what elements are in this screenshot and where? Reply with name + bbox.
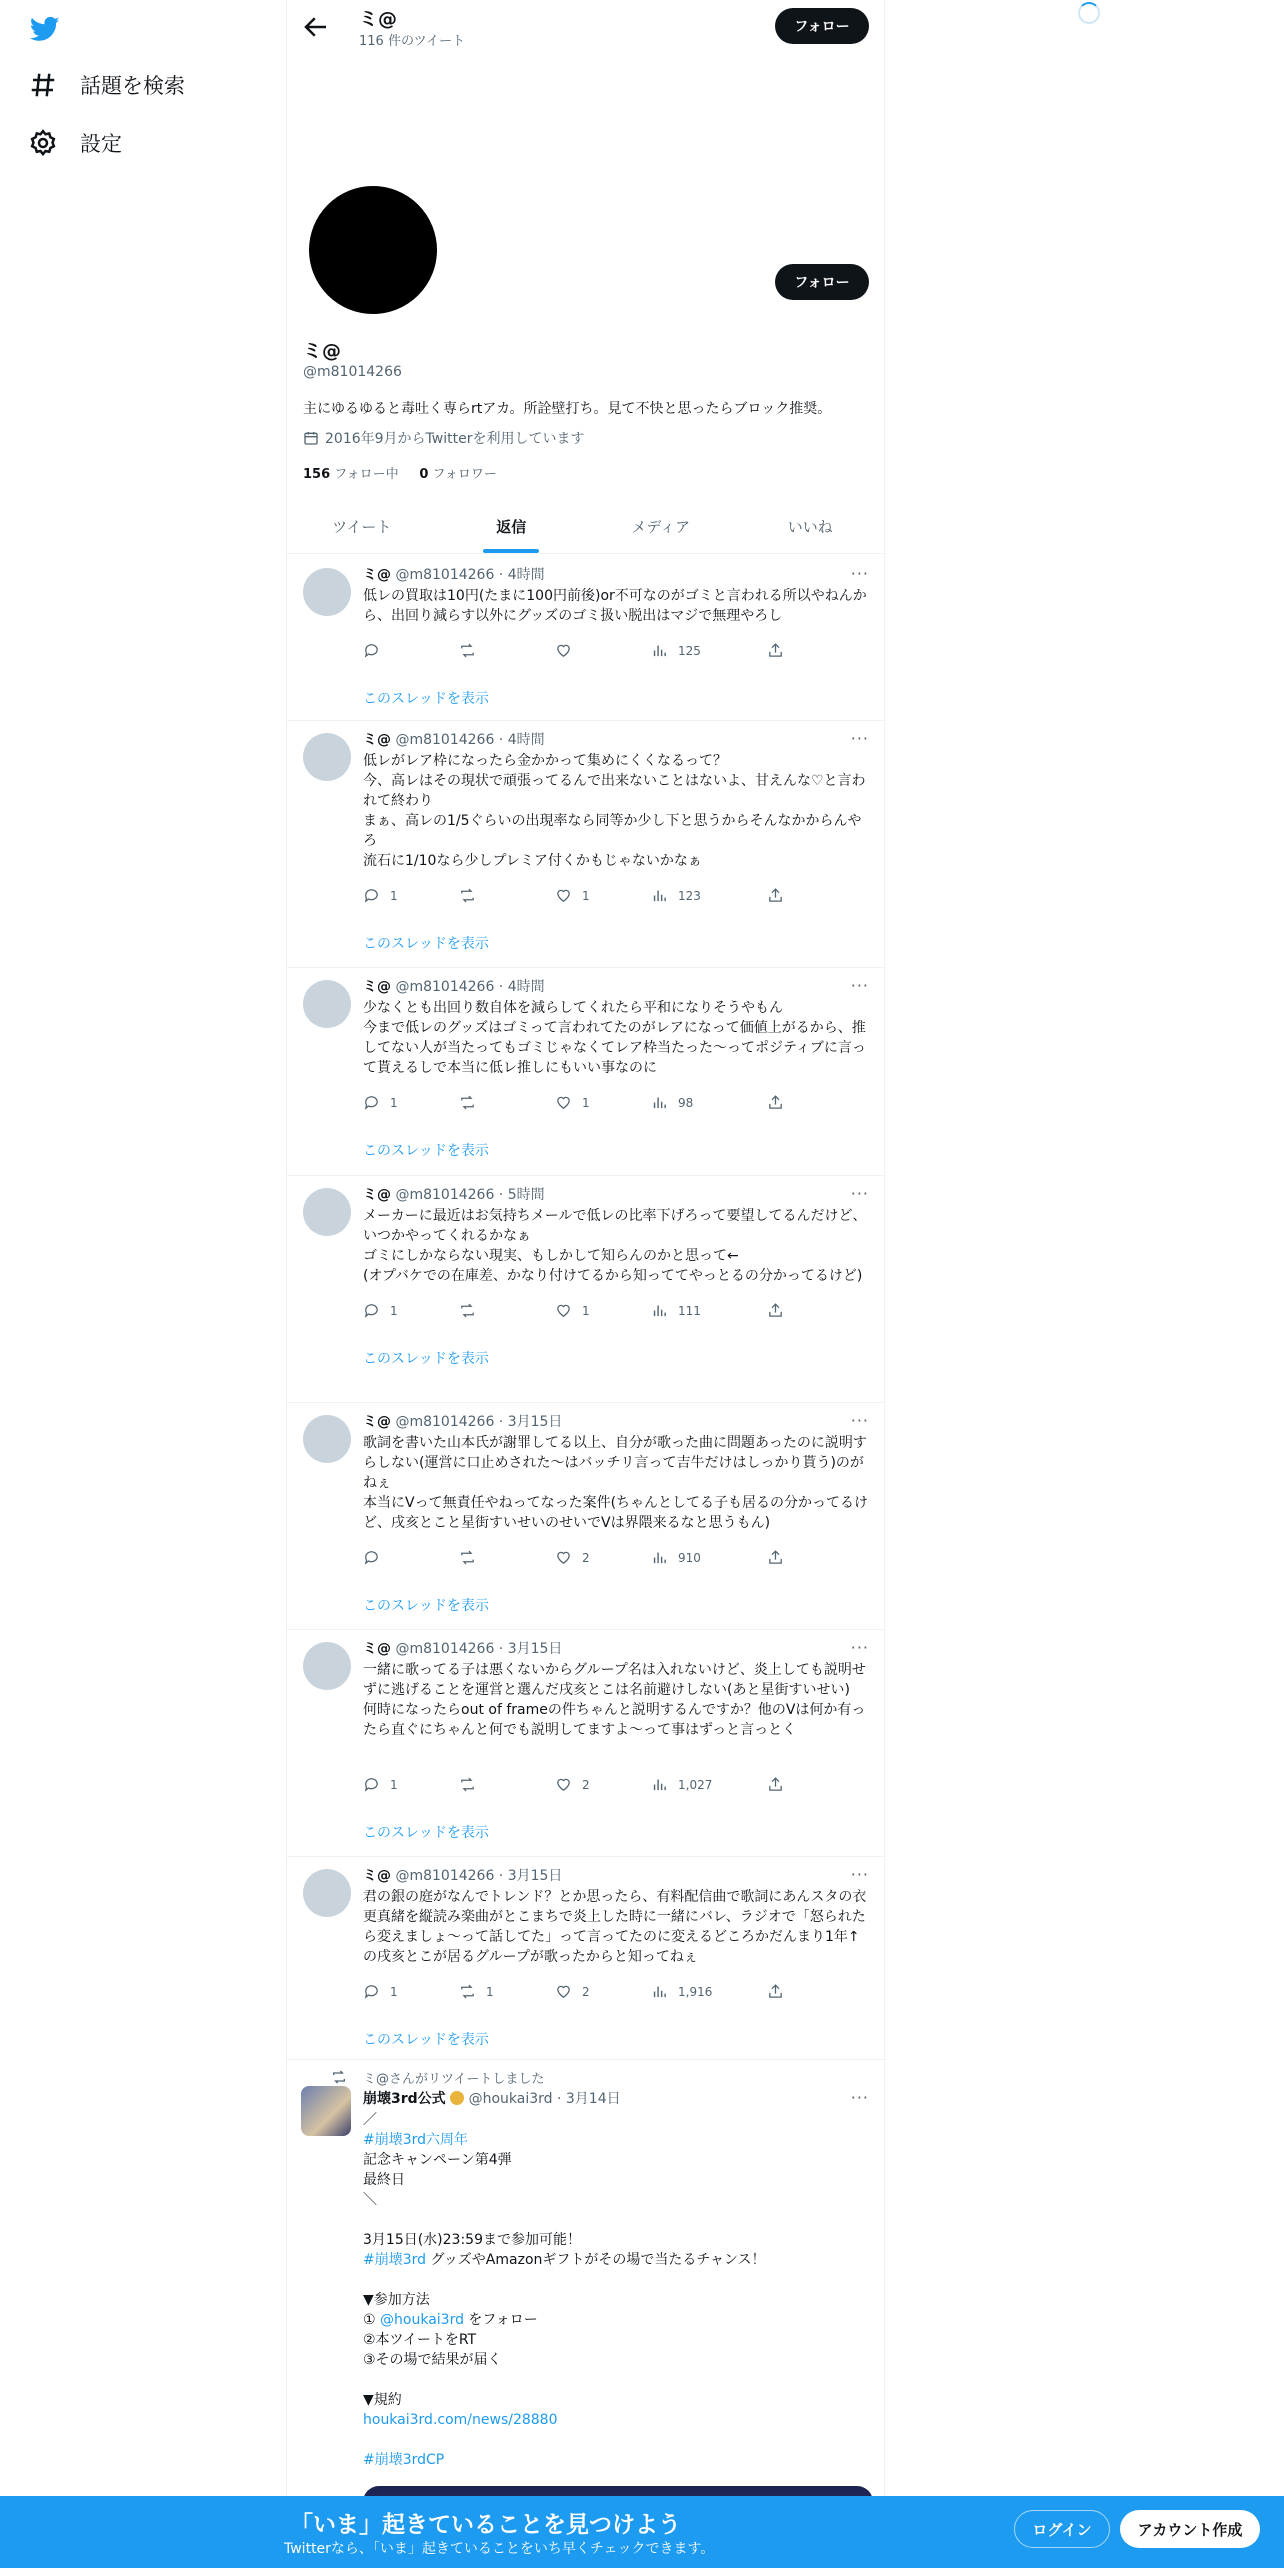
share-button[interactable] — [767, 642, 784, 659]
profile-name: ミ@ — [303, 340, 342, 362]
retweet-line-text: ① — [363, 2312, 381, 2328]
views-chart-icon — [651, 1983, 668, 2000]
calendar-icon — [303, 430, 319, 446]
retweet-icon — [459, 887, 476, 904]
retweet-line — [363, 2370, 873, 2390]
tweet-avatar[interactable] — [303, 733, 351, 781]
tweet-author-name[interactable]: ミ@ — [363, 732, 391, 748]
tweet-text: 一緒に歌ってる子は悪くないからグループ名は入れないけど、炎上しても説明せずに逃げることを運営と選んだ戌亥とこは名前避けしない(あと星街すいせい) 何時になったらout of frameの件ちゃんと説明するんですか？他のVは何か有ったら直ぐにちゃんと何でも説明してますよ〜って事はずっと言っとく — [363, 1662, 866, 1738]
tweet-header — [363, 729, 545, 749]
share-button[interactable] — [767, 1983, 784, 2000]
reply-count: 1 — [390, 1777, 398, 1792]
reply-button[interactable] — [363, 1776, 459, 1793]
retweet-line-rest: をフォロー — [463, 2312, 538, 2328]
heart-icon — [555, 887, 572, 904]
retweet-button[interactable] — [459, 1776, 555, 1793]
like-button[interactable] — [555, 1094, 651, 1111]
more-icon[interactable]: ··· — [850, 976, 869, 995]
tweet-meta: @m81014266 · 5時間 — [395, 1187, 545, 1203]
share-button[interactable] — [767, 1776, 784, 1793]
more-icon[interactable]: ··· — [850, 2088, 869, 2107]
tweet-item[interactable] — [287, 721, 885, 968]
twitter-logo-icon[interactable] — [28, 14, 62, 44]
tweet-header — [363, 1411, 562, 1431]
retweet-line — [363, 2250, 873, 2270]
retweet-icon — [459, 1776, 476, 1793]
tweet-header — [363, 1638, 562, 1658]
view-count: 123 — [678, 888, 701, 903]
tweet-item[interactable] — [287, 1403, 885, 1630]
retweet-icon — [459, 1094, 476, 1111]
reply-icon — [363, 1983, 380, 2000]
header-tweet-count: 116 件のツイート — [359, 34, 466, 49]
retweet-link[interactable]: #崩壊3rdCP — [363, 2452, 445, 2468]
view-count: 1,916 — [678, 1984, 713, 1999]
following-label: フォロー中 — [334, 467, 399, 482]
reply-count: 1 — [390, 888, 398, 903]
share-button[interactable] — [767, 1549, 784, 1566]
heart-icon — [555, 1094, 572, 1111]
tweet-avatar[interactable] — [303, 1188, 351, 1236]
signup-button[interactable]: アカウント作成 — [1120, 2510, 1260, 2548]
views-button[interactable] — [651, 1302, 767, 1319]
gear-icon — [28, 128, 58, 158]
view-count: 910 — [678, 1550, 701, 1565]
more-icon[interactable]: ··· — [850, 1184, 869, 1203]
retweet-line — [363, 2430, 873, 2450]
tweet-author-name[interactable]: ミ@ — [363, 1868, 391, 1884]
tweet-header — [363, 564, 545, 584]
reply-button[interactable] — [363, 1302, 459, 1319]
retweet-line-text: 最終日 — [363, 2172, 405, 2188]
signup-banner — [0, 2496, 1284, 2568]
profile-bio: 主にゆるゆると毒吐く専らrtアカ。所詮壁打ち。見て不快と思ったらブロック推奨。 — [303, 401, 832, 417]
like-button[interactable] — [555, 1776, 651, 1793]
tweet-actions — [363, 1776, 784, 1793]
loading-spinner-icon — [1078, 2, 1100, 24]
like-count: 2 — [582, 1984, 590, 1999]
views-button[interactable] — [651, 1776, 767, 1793]
tab-media[interactable]: メディア — [631, 518, 691, 536]
reply-button[interactable] — [363, 1094, 459, 1111]
show-thread-link[interactable]: このスレッドを表示 — [363, 1825, 489, 1841]
view-count: 125 — [678, 643, 701, 658]
retweet-button[interactable] — [459, 1983, 555, 2000]
retweet-button[interactable] — [459, 1549, 555, 1566]
view-count: 1,027 — [678, 1777, 713, 1792]
share-icon — [767, 642, 784, 659]
like-count: 1 — [582, 1303, 590, 1318]
show-thread-link[interactable]: このスレッドを表示 — [363, 1143, 489, 1159]
share-icon — [767, 1549, 784, 1566]
tweet-avatar[interactable] — [303, 1642, 351, 1690]
view-count: 111 — [678, 1303, 701, 1318]
retweet-line — [363, 2190, 873, 2210]
retweet-line — [363, 2150, 873, 2170]
tweet-author-name[interactable]: ミ@ — [363, 1414, 391, 1430]
share-icon — [767, 1776, 784, 1793]
retweet-line-rest: グッズやAmazonギフトがその場で当たるチャンス！ — [426, 2252, 766, 2268]
views-chart-icon — [651, 1549, 668, 1566]
tab-replies[interactable]: 返信 — [437, 500, 587, 553]
banner-title: 「いま」起きていることを見つけよう — [290, 2512, 681, 2538]
reply-icon — [363, 642, 380, 659]
tweet-actions — [363, 887, 784, 904]
retweet-label: ミ@さんがリツイートしました — [363, 2072, 545, 2087]
views-button[interactable] — [651, 642, 767, 659]
reply-count: 1 — [390, 1984, 398, 1999]
share-button[interactable] — [767, 1094, 784, 1111]
nav-settings[interactable] — [28, 128, 122, 158]
tweet-meta: @m81014266 · 3月15日 — [395, 1414, 563, 1430]
tweet-meta: @m81014266 · 4時間 — [395, 732, 545, 748]
more-icon[interactable]: ··· — [850, 1638, 869, 1657]
like-count: 1 — [582, 888, 590, 903]
retweet-line-text: ②本ツイートをRT — [363, 2332, 477, 2348]
following-count: 156 — [303, 467, 331, 482]
retweet-line — [363, 2290, 873, 2310]
tweet-avatar[interactable] — [303, 1869, 351, 1917]
more-icon[interactable]: ··· — [850, 1411, 869, 1430]
more-icon[interactable]: ··· — [850, 564, 869, 583]
reply-icon — [363, 887, 380, 904]
heart-icon — [555, 1983, 572, 2000]
retweet-line-text: ▼参加方法 — [363, 2292, 430, 2308]
like-button[interactable] — [555, 1549, 651, 1566]
retweet-line-text: ③その場で結果が届く — [363, 2352, 502, 2368]
tweet-text: 少なくとも出回り数自体を減らしてくれたら平和になりそうやもん 今まで低レのグッズはゴミって言われてたのがレアになって価値上がるから、推してない人が当たってもゴミじゃなくてレア枠当たった〜ってポジティブに言って貰えるしで本当に低レ推しにもいい事なのに — [363, 1000, 866, 1076]
tweet-actions — [363, 1094, 784, 1111]
show-thread-link[interactable]: このスレッドを表示 — [363, 1598, 489, 1614]
tweet-actions — [363, 1302, 784, 1319]
reply-button[interactable] — [363, 642, 459, 659]
retweet-small-icon — [331, 2069, 347, 2085]
tweet-item[interactable] — [287, 968, 885, 1176]
retweet-author-name[interactable]: 崩壊3rd公式 — [363, 2091, 446, 2107]
retweet-link[interactable]: #崩壊3rd — [363, 2252, 427, 2268]
profile-joined-text: 2016年9月からTwitterを利用しています — [325, 431, 585, 447]
profile-avatar[interactable] — [305, 182, 441, 318]
retweet-line — [363, 2170, 873, 2190]
tweet-avatar[interactable] — [303, 568, 351, 616]
retweet-icon — [459, 1983, 476, 2000]
tweet-item[interactable] — [287, 1630, 885, 1857]
retweet-icon — [459, 1302, 476, 1319]
show-thread-link[interactable]: このスレッドを表示 — [363, 1351, 489, 1367]
reply-icon — [363, 1302, 380, 1319]
like-button[interactable] — [555, 1983, 651, 2000]
share-button[interactable] — [767, 1302, 784, 1319]
retweet-line — [363, 2270, 873, 2290]
retweet-line — [363, 2310, 873, 2330]
retweet-line — [363, 2130, 873, 2150]
back-arrow-icon[interactable] — [301, 12, 331, 42]
more-icon[interactable]: ··· — [850, 729, 869, 748]
more-icon[interactable]: ··· — [850, 1865, 869, 1884]
like-button[interactable] — [555, 1302, 651, 1319]
retweet-line — [363, 2210, 873, 2230]
header-title: ミ@ — [359, 8, 398, 30]
tweet-item[interactable] — [287, 1857, 885, 2060]
heart-icon — [555, 1549, 572, 1566]
tweet-meta: @m81014266 · 3月15日 — [395, 1641, 563, 1657]
tweet-text: 低レがレア枠になったら金かかって集めにくくなるって？ 今、高レはその現状で頑張ってるんで出来ないことはないよ、甘えんな♡と言われて終わり まぁ、高レの1/5ぐらいの出現率なら同等か少し下と思うからそんなかからんやろ 流石に1/10なら少しプレミア付くかもじゃないかなぁ — [363, 753, 866, 869]
retweet-text — [363, 2110, 873, 2470]
verified-badge-icon — [450, 2091, 464, 2105]
nav-explore-label: 話題を検索 — [80, 74, 185, 98]
retweet-line-text: 記念キャンペーン第4弾 — [363, 2152, 512, 2168]
reply-count: 1 — [390, 1303, 398, 1318]
retweet-line — [363, 2450, 873, 2470]
retweet-icon — [459, 1549, 476, 1566]
nav-settings-label: 設定 — [80, 132, 122, 156]
views-button[interactable] — [651, 887, 767, 904]
views-button[interactable] — [651, 1094, 767, 1111]
retweet-line-text: ▼規約 — [363, 2392, 402, 2408]
nav-explore[interactable] — [28, 70, 185, 100]
like-count: 1 — [582, 1095, 590, 1110]
profile-header — [287, 0, 885, 54]
mention-link[interactable]: @houkai3rd — [380, 2312, 464, 2328]
tab-likes[interactable]: いいね — [787, 518, 833, 536]
reply-button[interactable] — [363, 1983, 459, 2000]
views-chart-icon — [651, 1094, 668, 1111]
retweet-icon — [459, 642, 476, 659]
retweet-button[interactable] — [459, 1302, 555, 1319]
reply-icon — [363, 1776, 380, 1793]
retweet-line — [363, 2110, 873, 2130]
views-chart-icon — [651, 887, 668, 904]
tweet-header — [363, 976, 545, 996]
tweet-text: 君の銀の庭がなんでトレンド？とか思ったら、有料配信曲で歌詞にあんスタの衣更真緒を縦読み楽曲がとこまちで炎上した時に一緒にバレ、ラジオで「怒られたら変えましょ〜って話してた」って言ってたのに変えるどころかだんまり1年↑の戌亥とこが居るグループが歌ったからと知ってねぇ — [363, 1889, 867, 1965]
share-icon — [767, 887, 784, 904]
retweet-line — [363, 2230, 873, 2250]
views-button[interactable] — [651, 1549, 767, 1566]
retweet-link[interactable]: #崩壊3rd六周年 — [363, 2132, 469, 2148]
tweet-header — [363, 1184, 545, 1204]
following-link[interactable] — [303, 467, 399, 482]
tweet-meta: @m81014266 · 4時間 — [395, 979, 545, 995]
retweet-button[interactable] — [459, 1094, 555, 1111]
profile-joined — [303, 428, 584, 448]
retweet-line — [363, 2330, 873, 2350]
like-count: 2 — [582, 1777, 590, 1792]
reply-count: 1 — [390, 1095, 398, 1110]
tweet-text: 歌詞を書いた山本氏が謝罪してる以上、自分が歌った曲に問題あったのに説明すらしない(運営に口止めされた〜はバッチリ言って吉牛だけはしっかり貰う)のがねぇ 本当にVって無責任やねってなった案件(ちゃんとしてる子も居るの分かってるけど、戌亥とこと星街すいせいのせいでVは界隈来るなと思うもん) — [363, 1435, 869, 1531]
share-icon — [767, 1983, 784, 2000]
tweet-avatar[interactable] — [303, 1415, 351, 1463]
share-icon — [767, 1094, 784, 1111]
followers-label: フォロワー — [432, 467, 497, 482]
views-chart-icon — [651, 1776, 668, 1793]
retweet-button[interactable] — [459, 887, 555, 904]
retweet-header — [363, 2088, 621, 2108]
show-thread-link[interactable]: このスレッドを表示 — [363, 691, 489, 707]
tweet-author-name[interactable]: ミ@ — [363, 567, 391, 583]
retweet-meta: @houkai3rd · 3月14日 — [468, 2091, 621, 2107]
retweet-line-text: ／ — [363, 2112, 377, 2128]
login-button[interactable]: ログイン — [1014, 2510, 1110, 2548]
reply-icon — [363, 1094, 380, 1111]
banner-subtitle: Twitterなら、「いま」起きていることをいち早くチェックできます。 — [284, 2541, 715, 2557]
tweet-text: メーカーに最近はお気持ちメールで低レの比率下げろって要望してるんだけど、いつかやってくれるかなぁ ゴミにしかならない現実、もしかして知らんのかと思って← (オプバケでの在庫差、かなり付けてるから知っててやっとるの分かってるけど) — [363, 1208, 867, 1284]
tweet-actions — [363, 1549, 784, 1566]
share-icon — [767, 1302, 784, 1319]
tweet-meta: @m81014266 · 4時間 — [395, 567, 545, 583]
hashtag-icon — [28, 70, 58, 100]
view-count: 98 — [678, 1095, 694, 1110]
tweet-author-name[interactable]: ミ@ — [363, 979, 391, 995]
tweet-header — [363, 1865, 562, 1885]
tweet-actions — [363, 1983, 784, 2000]
share-button[interactable] — [767, 887, 784, 904]
profile-tabs — [287, 500, 885, 554]
tweet-text: 低レの買取は10円(たまに100円前後)or不可なのがゴミと言われる所以やねんから、出回り減らす以外にグッズのゴミ扱い脱出はマジで無理やろし — [363, 588, 867, 624]
views-chart-icon — [651, 642, 668, 659]
like-count: 2 — [582, 1550, 590, 1565]
retweet-count: 1 — [486, 1984, 494, 1999]
tweet-author-name[interactable]: ミ@ — [363, 1641, 391, 1657]
tweet-item[interactable] — [287, 1176, 885, 1403]
tweet-author-name[interactable]: ミ@ — [363, 1187, 391, 1203]
retweet-line-text: 3月15日(水)23:59まで参加可能！ — [363, 2232, 581, 2248]
tweet-avatar[interactable] — [303, 980, 351, 1028]
followers-count: 0 — [419, 467, 429, 482]
tab-tweets[interactable]: ツイート — [332, 518, 392, 536]
views-button[interactable] — [651, 1983, 767, 2000]
like-button[interactable] — [555, 887, 651, 904]
tweet-meta: @m81014266 · 3月15日 — [395, 1868, 563, 1884]
retweet-link[interactable]: houkai3rd.com/news/28880 — [363, 2412, 558, 2428]
profile-follow-stats — [303, 463, 497, 482]
tweet-item[interactable] — [287, 556, 885, 721]
heart-icon — [555, 642, 572, 659]
heart-icon — [555, 1776, 572, 1793]
like-button[interactable] — [555, 642, 651, 659]
show-thread-link[interactable]: このスレッドを表示 — [363, 2032, 489, 2048]
tweet-actions — [363, 642, 784, 659]
reply-button[interactable] — [363, 1549, 459, 1566]
retweet-line — [363, 2350, 873, 2370]
retweet-line-text: ＼ — [363, 2192, 377, 2208]
show-thread-link[interactable]: このスレッドを表示 — [363, 936, 489, 952]
retweet-button[interactable] — [459, 642, 555, 659]
profile-handle: @m81014266 — [303, 364, 402, 380]
profile-follow-button[interactable]: フォロー — [775, 264, 869, 300]
header-follow-button[interactable]: フォロー — [775, 8, 869, 44]
heart-icon — [555, 1302, 572, 1319]
retweet-line — [363, 2390, 873, 2410]
houkai-avatar[interactable] — [301, 2086, 351, 2136]
main-column — [286, 0, 885, 2568]
views-chart-icon — [651, 1302, 668, 1319]
reply-icon — [363, 1549, 380, 1566]
followers-link[interactable] — [419, 467, 497, 482]
reply-button[interactable] — [363, 887, 459, 904]
retweet-line — [363, 2410, 873, 2430]
